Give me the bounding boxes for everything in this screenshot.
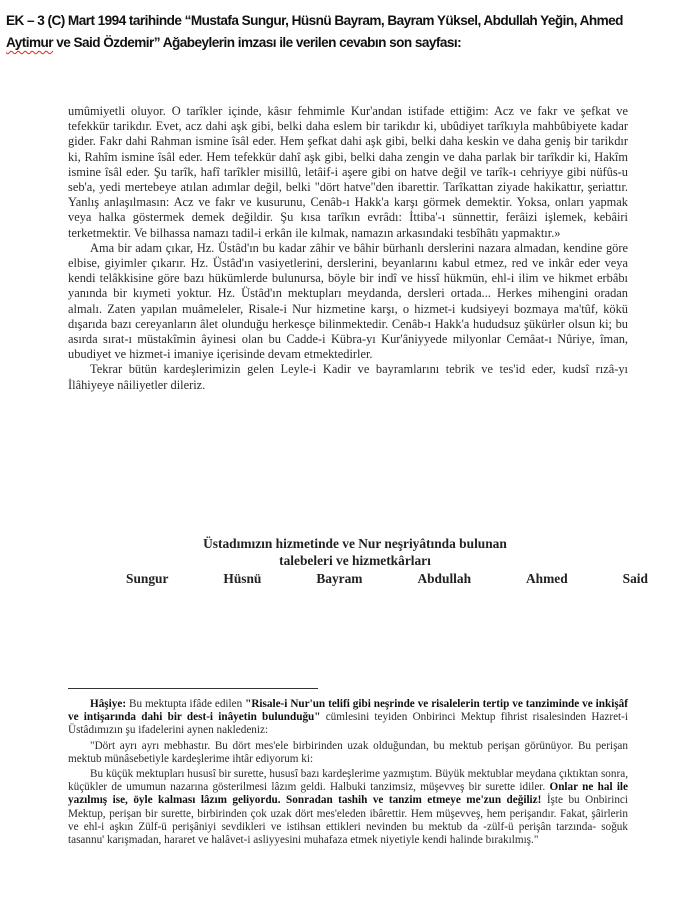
caption-line-1: EK – 3 (C) Mart 1994 tarihinde “Mustafa Sungur, Hüsnü Bayram, Bayram Yüksel, Abdullah Yeğin, Ahmed	[6, 13, 623, 28]
footnote-label: Hâşiye:	[90, 698, 127, 710]
caption-line-2-text: ve Said Özdemir” Ağabeylerin imzası ile verilen cevabın son sayfası:	[53, 35, 462, 50]
letter-paragraph-2: Ama bir adam çıkar, Hz. Üstâd'ın bu kadar zâhir ve bâhir bürhanlı derslerini nazara almadan, kendine göre elbise, giyimler çıkarır. Hz. Üstâd'ın vasiyetlerini, derslerini, beyanlarını kabul etmez, red ve inkâr eder veya kendi telâkkisine göre bazı hükümlerde bulunursa, böyle bir indî ve hissî hükmün, ehl-i ilim ve hikmet erbâbı yanında bir kıymeti yoktur. Hz. Üstâd'ın mektupları meydanda, dersleri ortada... Herkes mihengini oradan almalı. Zaten yapılan muâmeleler, Risale-i Nur hizmetine karşı, o hizmet-i kudsiyeyi bozmaya ma'tûf, kökü dışarıda bazı cereyanların âlet olunduğu herkesçe bilinmektedir. Cenâb-ı Hakk'a hududsuz şükürler olsun ki; bu asırda sırat-ı müstakîmin âyinesi olan bu Cadde-i Kübra-yı Kur'âniyyede milyonlar Cemâat-ı Nûriye, îman, ubudiyet ve hizmet-i imaniye içerisinde devam etmektedirler.	[68, 240, 628, 362]
footnote-text: Bu mektupta ifâde edilen	[126, 698, 246, 710]
letter-paragraph-3: Tekrar bütün kardeşlerimizin gelen Leyle-i Kadir ve bayramlarını tebrik ve tes'id eder, kudsî rızâ-yı İlâhiyeye nâiliyetler dileriz.	[68, 362, 628, 392]
signature-name: Ahmed	[526, 571, 568, 586]
signature-name: Abdullah	[417, 571, 472, 586]
signature-title-line-2: talebeleri ve hizmetkârları	[279, 553, 431, 568]
signature-names	[60, 571, 650, 587]
letter-paragraph-1: umûmiyetli oluyor. O tarîkler içinde, kâsır fehmimle Kur'andan istifade ettiğim: Acz ve fakr ve şefkat ve tefekkür tarikdır. Evet, acz dahi aşk gibi, belki daha eslem bir tarikdır ki, ubûdiyet tarîkıyla mahbûbiyete kadar gider. Fakr dahi Rahman ismine îsâl eder. Hem şefkat dahi aşk gibi, belki daha keskin ve daha geniş bir tarikdır ki, Rahîm ismine îsâl eder. Hem tefekkür dahî aşk gibi, belki daha zengin ve daha parlak bir tarîkdir ki, Hakîm ismine îsâl eder. Şu tarîk, hafî tarîkler misillû, letâif-i aşere gibi on hatve değil ve tarîk-ı cehriyye gibi nüfûs-u seb'a, yedi mertebeye atılan adımlar değil, belki "dört hatve"den ibarettir. Tarîkattan ziyade hakikattır, şeriattır. Yanlış anlaşılmasın: Acz ve fakr ve kusurunu, Cenâb-ı Hakk'a karşı görmek demektir. Yoksa, onları yapmak veya halka göstermek demek değildir. Şu kısa tarîkın evrâdı: İttiba'-ı sünnettir, ferâizi işlemek, kebâiri terketmektir. Ve bilhassa namazı tadil-i erkân ile kılmak, namazın arkasındaki tesbîhâtı yapmaktır.»	[68, 104, 628, 240]
signature-name: Bayram	[316, 571, 363, 586]
footnote-divider	[68, 688, 318, 689]
document-caption	[6, 10, 696, 54]
footnote-text: cümlesini teyiden Onbirinci Mektup fihrist risalesinden Hazret-i Üstâdımızın şu ifadelerini aynen nakledeniz:	[68, 711, 628, 737]
footnote-paragraph-2: "Dört ayrı ayrı mebhastır. Bu dört mes'ele birbirinden uzak olduğundan, bu mektub perişan görünüyor. Bu perişan mektub münâsebetiyle kardeşlerime ihtâr ediyorum ki:	[68, 739, 628, 765]
footnote-text: İşte bu Onbirinci Mektup, perişan bir surette, birbirinden çok uzak dört mes'eleden ibârettir. Hem müşevveş, hem perişandır. Fakat, şâirlerin ve ehl-i aşkın Zülf-ü perişâniyi sevdikleri ve istihsan ettikleri nevinden bu mektub da -zülf-ü perişân tarzında- soğuk tasannu' karışmadan, hararet ve halâvet-i asliyyesini muhafaza etmek niyetiyle kendi halinde bırakılmış."	[68, 794, 628, 847]
spellcheck-flagged-word: Aytimur	[6, 35, 54, 50]
signature-name: Sungur	[126, 571, 169, 586]
footnote-emphasis: Onlar ne hal ile yazılmış ise, öyle kalması lâzım geliyordu. Sonradan tashih ve tanzim etmeye me'zun değiliz!	[68, 781, 629, 807]
signature-name: Said	[622, 571, 648, 586]
signature-title-line-1: Üstadımızın hizmetinde ve Nur neşriyâtında bulunan	[203, 536, 507, 551]
footnote-paragraph-3	[68, 768, 628, 847]
letter-body	[68, 104, 628, 393]
signature-name: Hüsnü	[223, 571, 262, 586]
footnote-paragraph-1	[68, 698, 628, 738]
footnote	[68, 698, 628, 849]
caption-line-2	[6, 32, 696, 54]
signature-block	[60, 535, 650, 587]
footnote-quote: "Risale-i Nur'un telifi gibi neşrinde ve risalelerin tertip ve tanziminde ve inkişâf ve intişarında dahi bir dest-i inâyetin bulunduğu"	[68, 698, 628, 724]
footnote-text: Bu küçük mektupları hususî bir surette, hususî bazı kardeşlerime yazmıştım. Büyük mektublar meydana çıktıktan sonra, küçükler de umumun nazarına gösterilmesi lâzım geldi. Halbuki tanzimsiz, müşevveş bir surette idiler.	[68, 768, 628, 794]
